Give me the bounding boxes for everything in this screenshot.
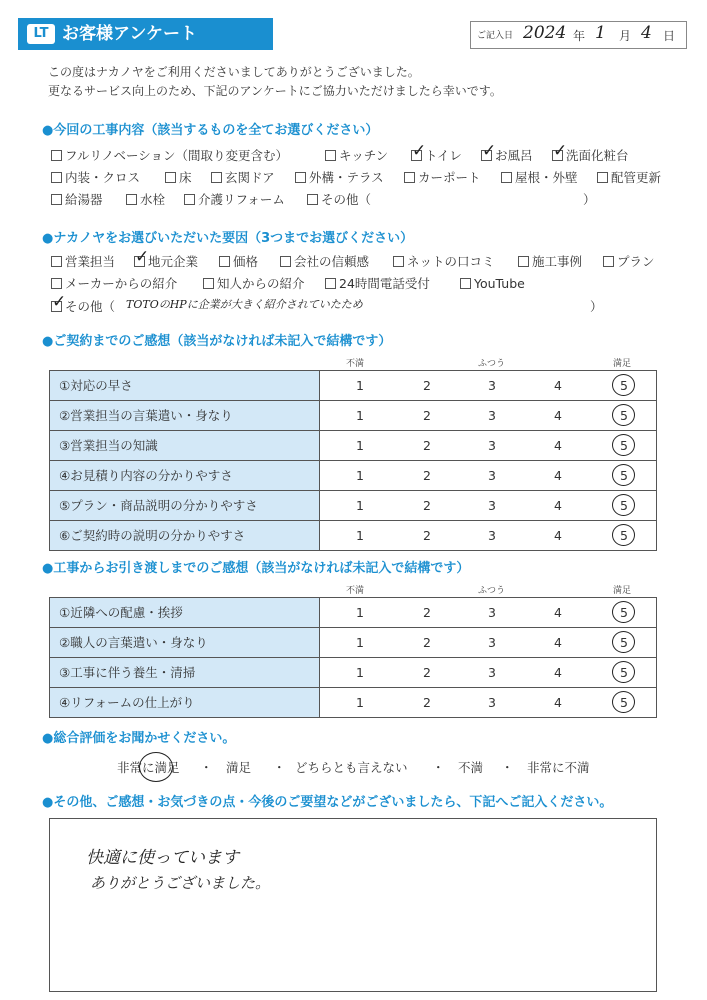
reason-option[interactable] (393, 253, 495, 271)
work-option[interactable] (211, 169, 275, 187)
checkmark-icon: ✓ (482, 141, 497, 161)
rating-option-3[interactable]: 3 (488, 605, 496, 620)
rating-option-3[interactable]: 3 (488, 635, 496, 650)
option-label: YouTube (474, 276, 525, 291)
option-label: プラン (617, 254, 655, 269)
checkbox[interactable] (51, 256, 62, 267)
rating-option-4[interactable]: 4 (554, 498, 562, 513)
selected-circle-mark (612, 601, 635, 623)
rating-option-1[interactable]: 1 (356, 528, 364, 543)
separator-dot: ・ (200, 760, 213, 775)
rating-row (50, 598, 656, 628)
rating-item-label: ③工事に伴う養生・清掃 (50, 658, 320, 687)
checkbox[interactable] (404, 172, 415, 183)
rating-option-3[interactable]: 3 (488, 528, 496, 543)
reason-option[interactable] (280, 253, 369, 271)
rating-item-label: ①近隣への配慮・挨拶 (50, 598, 320, 627)
rating-row (50, 371, 656, 401)
rating-option-3[interactable]: 3 (488, 438, 496, 453)
work-option[interactable] (184, 191, 285, 209)
rating-row (50, 401, 656, 431)
selected-circle-mark (612, 434, 635, 456)
contract-table (49, 370, 657, 551)
checkmark-icon: ✓ (553, 141, 568, 161)
rating-option-2[interactable]: 2 (423, 438, 431, 453)
rating-row (50, 628, 656, 658)
reason-option[interactable] (134, 247, 199, 271)
rating-option-4[interactable]: 4 (554, 605, 562, 620)
rating-row (50, 431, 656, 461)
rating-option-1[interactable]: 1 (356, 665, 364, 680)
date-label: ご記入日 (477, 31, 514, 41)
reason-other-text: TOTOのHPに企業が大きく紹介されていたため (126, 298, 363, 311)
option-label: 玄関ドア (225, 170, 275, 185)
checkbox[interactable] (165, 172, 176, 183)
option-label: カーポート (418, 170, 481, 185)
checkbox[interactable] (134, 247, 150, 267)
work-other-close: ） (583, 192, 596, 207)
checkbox[interactable] (51, 278, 62, 289)
option-label: その他（ (65, 299, 116, 314)
rating-option-1[interactable]: 1 (356, 468, 364, 483)
overall-option[interactable]: 不満 (458, 760, 484, 775)
option-label: お風呂 (495, 148, 533, 163)
rating-option-4[interactable]: 4 (554, 408, 562, 423)
rating-option-1[interactable]: 1 (356, 438, 364, 453)
construction-table (49, 597, 657, 718)
checkbox[interactable] (51, 150, 62, 161)
rating-option-3[interactable]: 3 (488, 498, 496, 513)
option-label: 床 (179, 170, 192, 185)
reason-option[interactable] (51, 275, 177, 293)
rating-item-label: ①対応の早さ (50, 371, 320, 400)
checkmark-icon: ✓ (412, 141, 427, 161)
rating-row (50, 658, 656, 688)
option-label: 内装・クロス (65, 170, 141, 185)
overall-heading: ●総合評価をお聞かせください。 (42, 731, 236, 746)
rating-option-3[interactable]: 3 (488, 378, 496, 393)
rating-row (50, 688, 656, 717)
checkbox[interactable] (295, 172, 306, 183)
rating-option-2[interactable]: 2 (423, 635, 431, 650)
year-unit: 年 (573, 29, 586, 43)
company-logo: LT (27, 24, 55, 44)
option-label: フルリノベーション（間取り変更含む） (65, 148, 289, 163)
work-option[interactable] (307, 191, 371, 209)
work-option[interactable] (165, 169, 192, 187)
comments-heading: ●その他、ご感想・お気づきの点・今後のご要望などがございましたら、下記へご記入ください。 (42, 795, 613, 810)
overall-option[interactable]: 非常に満足 (117, 760, 180, 775)
rating-row (50, 491, 656, 521)
construction-heading: ●工事からお引き渡しまでのご感想（該当がなければ未記入で結構です） (42, 561, 470, 576)
scale-mid-label: ふつう (478, 359, 506, 369)
reason-option[interactable] (603, 253, 655, 271)
rating-option-5[interactable]: 5 (620, 498, 628, 513)
contract-heading: ●ご契約までのご感想（該当がなければ未記入で結構です） (42, 334, 392, 349)
rating-option-1[interactable]: 1 (356, 605, 364, 620)
checkbox[interactable] (51, 292, 67, 312)
rating-option-3[interactable]: 3 (488, 665, 496, 680)
work-option[interactable] (295, 169, 384, 187)
separator-dot: ・ (432, 760, 445, 775)
option-label: 営業担当 (65, 254, 116, 269)
rating-option-2[interactable]: 2 (423, 665, 431, 680)
option-label: 施工事例 (532, 254, 583, 269)
reason-option[interactable] (460, 275, 525, 293)
checkbox[interactable] (280, 256, 291, 267)
date-field[interactable] (470, 21, 687, 49)
rating-option-2[interactable]: 2 (423, 498, 431, 513)
reason-option[interactable] (518, 253, 582, 271)
selected-circle-mark (612, 691, 635, 713)
rating-option-5[interactable]: 5 (620, 695, 628, 710)
rating-option-2[interactable]: 2 (423, 605, 431, 620)
option-label: メーカーからの紹介 (65, 276, 178, 291)
checkbox[interactable] (597, 172, 608, 183)
reason-option[interactable] (203, 275, 305, 293)
rating-item-label: ⑤プラン・商品説明の分かりやすさ (50, 491, 320, 520)
work-option[interactable] (481, 141, 533, 165)
reason-option[interactable] (51, 253, 115, 271)
page-title: お客様アンケート (62, 24, 197, 44)
rating-option-5[interactable]: 5 (620, 665, 628, 680)
rating-option-3[interactable]: 3 (488, 468, 496, 483)
rating-option-3[interactable]: 3 (488, 695, 496, 710)
checkbox[interactable] (411, 141, 427, 161)
reason-option[interactable] (219, 253, 258, 271)
rating-option-4[interactable]: 4 (554, 665, 562, 680)
rating-option-1[interactable]: 1 (356, 695, 364, 710)
option-label: 価格 (233, 254, 259, 269)
checkbox[interactable] (203, 278, 214, 289)
month-unit: 月 (619, 29, 632, 43)
year-value: 2024 (523, 23, 567, 43)
rating-option-5[interactable]: 5 (620, 635, 628, 650)
comment-line-1: 快適に使っています (86, 848, 239, 868)
checkbox[interactable] (603, 256, 614, 267)
work-option[interactable] (411, 141, 462, 165)
reason-option[interactable] (51, 292, 116, 316)
option-label: 知人からの紹介 (217, 276, 305, 291)
rating-option-2[interactable]: 2 (423, 468, 431, 483)
scale-low-label: 不満 (346, 586, 365, 596)
work-option[interactable] (552, 141, 629, 165)
rating-option-2[interactable]: 2 (423, 378, 431, 393)
scale-high-label: 満足 (613, 359, 632, 369)
day-value: 4 (641, 23, 652, 43)
selected-circle-mark (612, 404, 635, 426)
comments-box[interactable] (49, 818, 657, 992)
month-value: 1 (595, 23, 606, 43)
rating-option-1[interactable]: 1 (356, 408, 364, 423)
checkbox[interactable] (325, 278, 336, 289)
rating-row (50, 521, 656, 550)
scale-high-label: 満足 (613, 586, 632, 596)
intro-text (48, 63, 502, 101)
option-label: 配管更新 (611, 170, 662, 185)
scale-mid-label: ふつう (478, 586, 506, 596)
checkbox[interactable] (501, 172, 512, 183)
rating-option-4[interactable]: 4 (554, 438, 562, 453)
option-label: 洗面化粧台 (566, 148, 629, 163)
work-option[interactable] (501, 169, 578, 187)
rating-option-4[interactable]: 4 (554, 528, 562, 543)
rating-item-label: ④お見積り内容の分かりやすさ (50, 461, 320, 490)
work-option[interactable] (51, 147, 288, 165)
separator-dot: ・ (273, 760, 286, 775)
rating-option-4[interactable]: 4 (554, 695, 562, 710)
checkmark-icon: ✓ (52, 292, 67, 312)
rating-option-5[interactable]: 5 (620, 378, 628, 393)
selected-circle-mark (612, 524, 635, 546)
option-label: 会社の信頼感 (294, 254, 370, 269)
rating-option-5[interactable]: 5 (620, 528, 628, 543)
rating-option-5[interactable]: 5 (620, 468, 628, 483)
option-label: ネットの口コミ (407, 254, 495, 269)
checkbox[interactable] (481, 141, 497, 161)
option-label: 外構・テラス (309, 170, 384, 185)
checkbox[interactable] (51, 172, 62, 183)
selected-circle-mark (139, 752, 173, 782)
checkbox[interactable] (51, 194, 62, 205)
option-label: キッチン (339, 148, 389, 163)
checkbox[interactable] (460, 278, 471, 289)
separator-dot: ・ (501, 760, 514, 775)
checkbox[interactable] (325, 150, 336, 161)
rating-option-4[interactable]: 4 (554, 468, 562, 483)
option-label: その他（ (321, 192, 372, 207)
rating-option-5[interactable]: 5 (620, 438, 628, 453)
rating-option-5[interactable]: 5 (620, 605, 628, 620)
rating-item-label: ③営業担当の知識 (50, 431, 320, 460)
option-label: 介護リフォーム (198, 192, 285, 207)
rating-option-5[interactable]: 5 (620, 408, 628, 423)
reason-option[interactable] (325, 275, 430, 293)
checkbox[interactable] (307, 194, 318, 205)
rating-item-label: ⑥ご契約時の説明の分かりやすさ (50, 521, 320, 550)
selected-circle-mark (612, 494, 635, 516)
selected-circle-mark (612, 464, 635, 486)
rating-item-label: ②職人の言葉遣い・身なり (50, 628, 320, 657)
overall-option[interactable]: 非常に不満 (527, 760, 590, 775)
option-label: トイレ (425, 148, 462, 163)
rating-row (50, 461, 656, 491)
rating-item-label: ②営業担当の言葉遣い・身なり (50, 401, 320, 430)
rating-option-1[interactable]: 1 (356, 498, 364, 513)
rating-item-label: ④リフォームの仕上がり (50, 688, 320, 717)
scale-low-label: 不満 (346, 359, 365, 369)
option-label: 水栓 (140, 192, 166, 207)
selected-circle-mark (612, 661, 635, 683)
checkbox[interactable] (552, 141, 568, 161)
reason-heading: ●ナカノヤをお選びいただいた要因（3つまでお選びください） (42, 231, 414, 246)
checkbox[interactable] (518, 256, 529, 267)
checkbox[interactable] (211, 172, 222, 183)
option-label: 屋根・外壁 (515, 170, 578, 185)
option-label: 給湯器 (65, 192, 103, 207)
rating-option-1[interactable]: 1 (356, 378, 364, 393)
rating-option-4[interactable]: 4 (554, 635, 562, 650)
header (0, 18, 707, 50)
rating-option-2[interactable]: 2 (423, 528, 431, 543)
work-option[interactable] (51, 191, 103, 209)
selected-circle-mark (612, 374, 635, 396)
option-label: 24時間電話受付 (339, 276, 430, 291)
rating-option-4[interactable]: 4 (554, 378, 562, 393)
reason-other-close: ） (590, 299, 603, 314)
work-heading: ●今回の工事内容（該当するものを全てお選びください） (42, 123, 379, 138)
selected-circle-mark (612, 631, 635, 653)
work-option[interactable] (597, 169, 661, 187)
intro-line-2: 更なるサービス向上のため、下記のアンケートにご協力いただけましたら幸いです。 (48, 84, 502, 98)
rating-option-3[interactable]: 3 (488, 408, 496, 423)
checkmark-icon: ✓ (135, 247, 150, 267)
checkbox[interactable] (219, 256, 230, 267)
comment-line-2: ありがとうございました。 (90, 874, 271, 892)
work-option[interactable] (325, 147, 388, 165)
checkbox[interactable] (126, 194, 137, 205)
overall-option[interactable]: 満足 (226, 760, 252, 775)
work-option[interactable] (126, 191, 165, 209)
option-label: 地元企業 (148, 254, 199, 269)
intro-line-1: この度はナカノヤをご利用くださいましてありがとうございました。 (48, 65, 420, 79)
checkbox[interactable] (184, 194, 195, 205)
day-unit: 日 (663, 29, 676, 43)
rating-option-1[interactable]: 1 (356, 635, 364, 650)
work-option[interactable] (51, 169, 140, 187)
rating-option-2[interactable]: 2 (423, 408, 431, 423)
rating-option-2[interactable]: 2 (423, 695, 431, 710)
work-option[interactable] (404, 169, 481, 187)
overall-option[interactable]: どちらとも言えない (295, 760, 408, 775)
checkbox[interactable] (393, 256, 404, 267)
